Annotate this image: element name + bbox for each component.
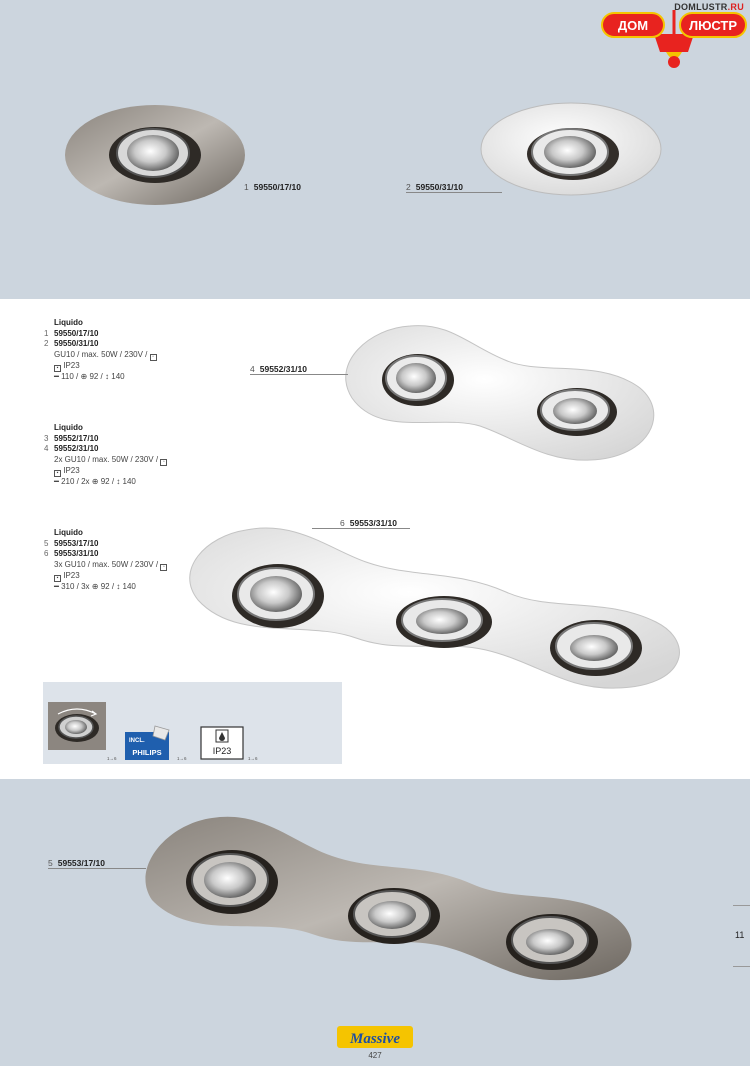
domlustr-logo[interactable]	[596, 0, 750, 74]
spec-block-59552: Liquido 3 59552/17/10 4 59552/31/10 2x GU10 / max. 50W / 230V / ▫ ▪ IP23 ━ 210 / 2x ⊕ 92 / ↕ 140	[44, 423, 167, 487]
product-image-59550-31-10	[478, 100, 664, 198]
depth-icon: ↕	[116, 581, 121, 591]
width-icon: ━	[54, 371, 59, 381]
feature-panel	[43, 682, 342, 764]
leader-line	[406, 192, 502, 193]
page-tab-rule	[733, 966, 750, 967]
ip-icon: ▪	[54, 365, 61, 372]
ip23-badge-icon	[200, 726, 244, 760]
page-tab-rule	[733, 905, 750, 906]
diameter-icon: ⊕	[80, 371, 88, 381]
class-icon: ▫	[160, 459, 167, 466]
label-59553-17-10: 5 59553/17/10	[48, 858, 106, 868]
spec-block-59550: Liquido 1 59550/17/10 2 59550/31/10 GU10 / max. 50W / 230V / ▫ ▪ IP23 ━ 110 / ⊕ 92 / ↕ 140	[44, 318, 157, 382]
product-image-59553-31-10	[186, 522, 690, 690]
svg-text:ДОМ: ДОМ	[617, 18, 649, 33]
note-1-6: 1→6	[107, 756, 117, 761]
label-59550-31-10: 2 59550/31/10	[406, 182, 464, 192]
note-1-6: 1→6	[248, 756, 258, 761]
product-image-59552-31-10	[340, 318, 665, 464]
width-icon: ━	[54, 581, 59, 591]
philips-bulb-included-icon	[125, 724, 173, 762]
diameter-icon: ⊕	[91, 581, 99, 591]
logo-url: DOMLUSTR.RU	[674, 2, 744, 12]
depth-icon: ↕	[105, 371, 110, 381]
massive-brand-logo[interactable]	[336, 1024, 414, 1050]
label-59552-31-10: 4 59552/31/10	[250, 364, 308, 374]
section-page-number: 11	[735, 930, 745, 940]
note-1-6: 1→6	[177, 756, 187, 761]
svg-text:Massive: Massive	[350, 1031, 400, 1047]
svg-text:IP23: IP23	[212, 746, 232, 756]
ip-icon: ▪	[54, 470, 61, 477]
depth-icon: ↕	[116, 476, 121, 486]
width-icon: ━	[54, 476, 59, 486]
class-icon: ▫	[160, 564, 167, 571]
label-59553-31-10: 6 59553/31/10	[340, 518, 398, 528]
diameter-icon: ⊕	[91, 476, 99, 486]
product-image-59550-17-10	[60, 100, 250, 210]
leader-line	[48, 868, 146, 869]
spec-block-59553: Liquido 5 59553/17/10 6 59553/31/10 3x GU10 / max. 50W / 230V / ▫ ▪ IP23 ━ 310 / 3x ⊕ 92 / ↕ 140	[44, 528, 167, 592]
svg-text:INCL.: INCL.	[129, 738, 145, 744]
svg-text:ЛЮСТР: ЛЮСТР	[688, 18, 738, 33]
leader-line	[250, 374, 348, 375]
ip-icon: ▪	[54, 575, 61, 582]
class-icon: ▫	[150, 354, 157, 361]
product-image-59553-17-10	[142, 812, 642, 982]
folio-number: 427	[368, 1051, 382, 1060]
label-59550-17-10: 1 59550/17/10	[244, 182, 302, 192]
svg-text:PHILIPS: PHILIPS	[132, 748, 162, 757]
adjustable-tilt-thumbnail	[48, 702, 106, 750]
leader-line	[312, 528, 410, 529]
